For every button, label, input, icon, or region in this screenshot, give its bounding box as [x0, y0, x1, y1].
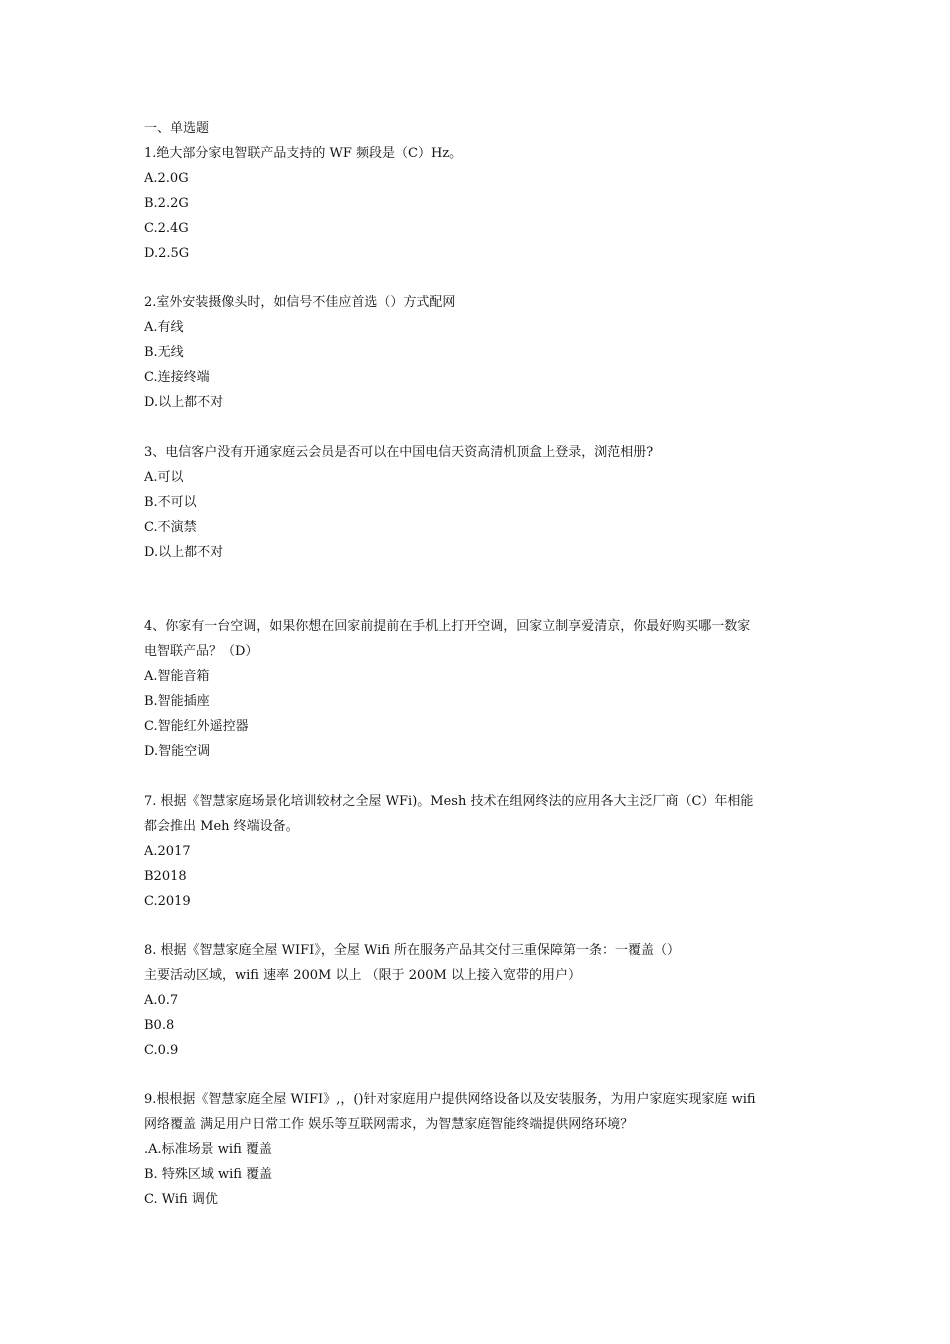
question-1-option-b: B.2.2G — [144, 196, 189, 211]
question-2-option-c: C.连接终端 — [144, 370, 210, 385]
question-1-option-c: C.2.4G — [144, 221, 189, 236]
question-7-option-b: B2018 — [144, 869, 187, 884]
question-8-option-a: A.0.7 — [144, 993, 179, 1008]
question-4-option-c: C.智能红外遥控器 — [144, 719, 249, 734]
question-4-text-line-1: 4、你家有一台空调，如果你想在回家前提前在手机上打开空调，回家立制享爱清京，你最好购买哪一数家 — [144, 619, 751, 634]
question-1-option-d: D.2.5G — [144, 246, 190, 261]
question-1-option-a: A.2.0G — [144, 171, 189, 186]
question-4-option-b: B.智能插座 — [144, 694, 210, 709]
question-9-text-line-2: 网络覆盖 满足用户日常工作 娱乐等互联网需求，为智慧家庭智能终端提供网络环境？ — [144, 1117, 634, 1132]
question-3-option-b: B.不可以 — [144, 495, 197, 510]
question-2-option-a: A.有线 — [144, 320, 184, 335]
question-3-text: 3、电信客户没有开通家庭云会员是否可以在中国电信天资高清机顶盒上登录，浏范相册? — [144, 445, 654, 460]
question-4-option-d: D.智能空调 — [144, 744, 211, 759]
question-2-option-b: B.无线 — [144, 345, 184, 360]
question-4-option-a: A.智能音箱 — [144, 669, 210, 684]
question-7-text-line-2: 都会推出 Meh 终端设备。 — [144, 819, 299, 834]
question-9-text-line-1: 9.根根据《智慧家庭全屋 WIFI》,，()针对家庭用户提供网络设备以及安装服务，为用户家庭实现家庭 wifi — [144, 1092, 756, 1107]
question-7-text-line-1: 7. 根据《智慧家庭场景化培训较材之全屋 WFi)。Mesh 技术在组网终法的应用各大主泛厂商（C）年相能 — [144, 794, 754, 809]
question-3-option-a: A.可以 — [144, 470, 184, 485]
question-2-text: 2.室外安装摄像头时，如信号不佳应首选（）方式配网 — [144, 295, 456, 310]
question-8-text-line-2: 主要活动区域，wifi 速率 200M 以上 （限于 200M 以上接入宽带的用户） — [144, 968, 581, 983]
question-3-option-d: D.以上都不对 — [144, 545, 224, 560]
question-8-option-c: C.0.9 — [144, 1043, 179, 1058]
question-8-text-line-1: 8. 根据《智慧家庭全屋 WIFI》，全屋 Wifi 所在服务产品其交付三重保障第一条：一覆盖（） — [144, 943, 681, 958]
question-3-option-c: C.不演禁 — [144, 520, 197, 535]
question-1-text: 1.绝大部分家电智联产品支持的 WF 频段是（C）Hz。 — [144, 146, 463, 161]
question-8-option-b: B0.8 — [144, 1018, 175, 1033]
question-9-option-c: C. Wifi 调优 — [144, 1192, 218, 1207]
question-4-text-line-2: 电智联产品？（D） — [144, 644, 259, 659]
question-7-option-c: C.2019 — [144, 894, 191, 909]
section-title: 一、单选题 — [144, 121, 210, 136]
question-2-option-d: D.以上都不对 — [144, 395, 224, 410]
question-9-option-a: .A.标准场景 wifi 覆盖 — [144, 1142, 272, 1157]
question-9-option-b: B. 特殊区域 wifi 覆盖 — [144, 1167, 273, 1182]
question-7-option-a: A.2017 — [144, 844, 191, 859]
